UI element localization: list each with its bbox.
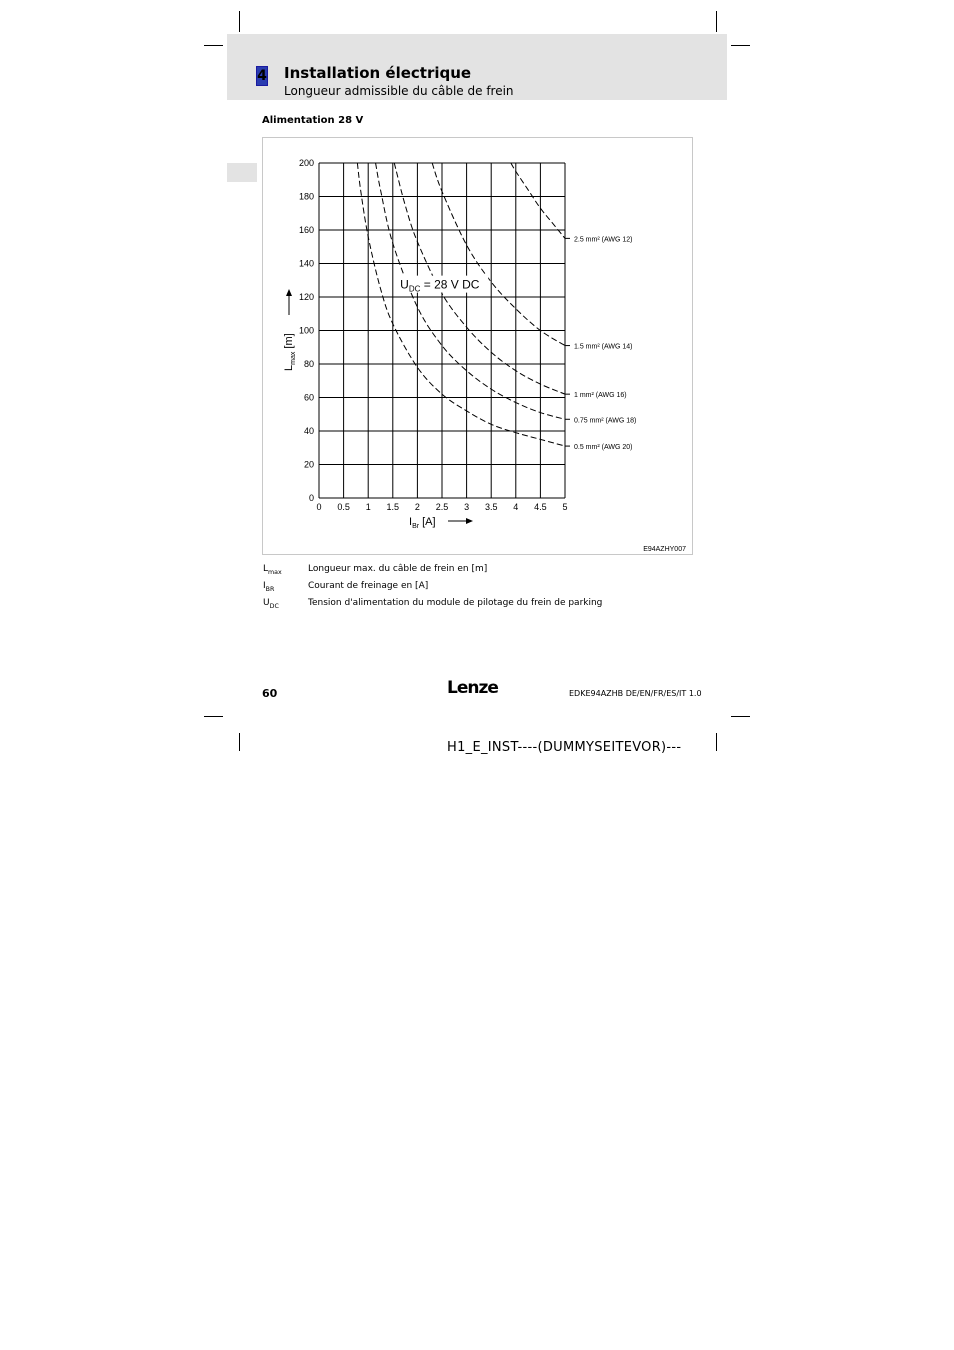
cable-length-chart bbox=[262, 137, 693, 555]
x-tick-label: 4 bbox=[513, 502, 519, 512]
crop-mark bbox=[716, 733, 717, 751]
crop-mark bbox=[716, 11, 717, 32]
series-label: 1.5 mm² (AWG 14) bbox=[574, 343, 633, 351]
legend-description: Longueur max. du câble de frein en [m] bbox=[308, 564, 488, 574]
y-axis-label: $L_{max}$ [m] bbox=[283, 333, 297, 371]
crop-mark bbox=[204, 716, 223, 717]
crop-mark bbox=[239, 733, 240, 751]
crop-mark bbox=[239, 11, 240, 32]
y-tick-label: 160 bbox=[298, 225, 314, 235]
lenze-logo: Lenze bbox=[447, 678, 498, 698]
crop-mark bbox=[731, 45, 750, 46]
series-label: 0.5 mm² (AWG 20) bbox=[574, 444, 633, 452]
x-tick-label: 5 bbox=[562, 502, 568, 512]
series-label: 1 mm² (AWG 16) bbox=[574, 392, 627, 400]
series-label: 0.75 mm² (AWG 18) bbox=[574, 417, 637, 425]
page-number: 60 bbox=[262, 687, 278, 700]
legend-symbol: $L_{max}$ bbox=[263, 564, 282, 576]
chapter-subtitle: Longueur admissible du câble de frein bbox=[284, 84, 514, 98]
y-tick-label: 100 bbox=[298, 325, 314, 336]
x-tick-label: 0 bbox=[316, 502, 322, 512]
crop-mark bbox=[731, 716, 750, 717]
y-tick-label: 140 bbox=[298, 258, 314, 269]
x-axis-label: $I_{Br}$ [A] bbox=[409, 516, 436, 530]
crop-mark bbox=[204, 45, 223, 46]
x-tick-label: 1 bbox=[365, 502, 371, 512]
x-tick-label: 2.5 bbox=[435, 502, 449, 512]
document-id: EDKE94AZHB DE/EN/FR/ES/IT 1.0 bbox=[569, 689, 702, 698]
y-axis-arrow-head bbox=[286, 289, 292, 296]
legend-symbol: $I_{BR}$ bbox=[263, 581, 275, 593]
y-tick-label: 20 bbox=[303, 459, 314, 470]
series-curve bbox=[357, 163, 565, 446]
y-tick-label: 120 bbox=[298, 292, 314, 302]
x-tick-label: 0.5 bbox=[337, 502, 350, 512]
side-tab bbox=[227, 163, 257, 182]
figure-id: E94AZHY007 bbox=[643, 546, 686, 553]
x-tick-label: 3.5 bbox=[484, 502, 498, 512]
y-tick-label: 40 bbox=[303, 426, 314, 436]
y-tick-label: 200 bbox=[298, 158, 314, 168]
y-tick-label: 0 bbox=[308, 493, 314, 503]
x-tick-label: 3 bbox=[464, 502, 470, 512]
legend-description: Courant de freinage en [A] bbox=[308, 581, 429, 591]
legend-description: Tension d'alimentation du module de pilotage du frein de parking bbox=[308, 598, 603, 608]
y-tick-label: 80 bbox=[303, 359, 314, 369]
voltage-annotation: $U_{DC} = 28$ V DC bbox=[400, 277, 480, 294]
section-title: Alimentation 28 V bbox=[262, 115, 364, 126]
chapter-title: Installation électrique bbox=[284, 64, 472, 82]
series-label: 2.5 mm² (AWG 12) bbox=[574, 236, 633, 244]
legend-symbol: $U_{DC}$ bbox=[263, 598, 279, 610]
x-axis-arrow-head bbox=[466, 518, 473, 524]
chapter-number: 4 bbox=[257, 68, 267, 84]
x-tick-label: 4.5 bbox=[534, 502, 547, 512]
y-tick-label: 180 bbox=[298, 191, 314, 202]
x-tick-label: 2 bbox=[414, 502, 420, 512]
series-curve bbox=[432, 163, 565, 346]
y-tick-label: 60 bbox=[303, 392, 314, 403]
x-tick-label: 1.5 bbox=[386, 502, 400, 512]
footer-code: H1_E_INST----(DUMMYSEITEVOR)--- bbox=[447, 740, 682, 755]
series-curve bbox=[511, 163, 565, 238]
